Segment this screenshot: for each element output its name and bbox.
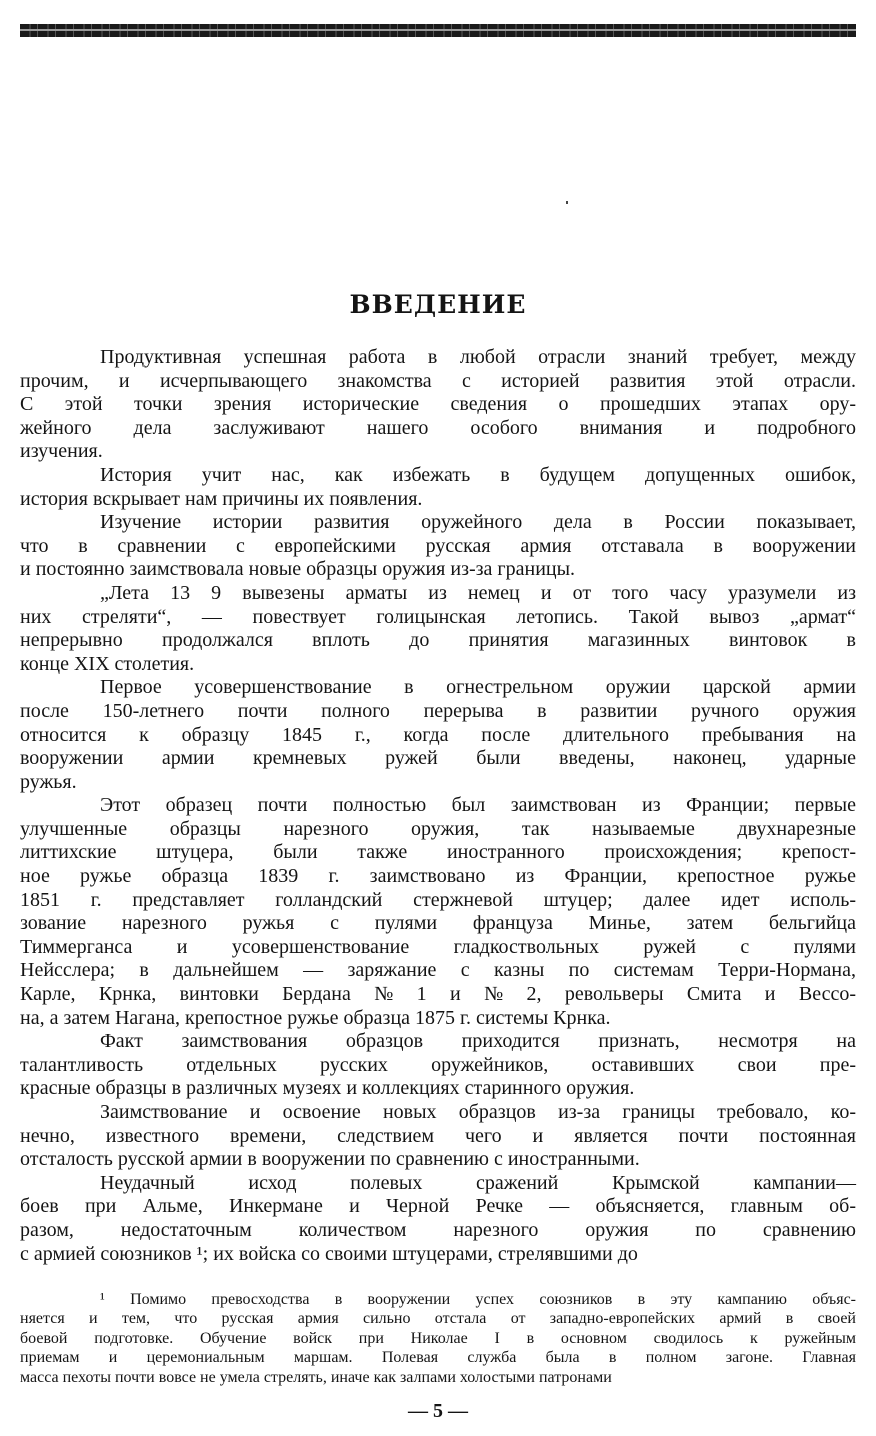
paragraph-line: 1851 г. представляет голландский стержневой штуцер; далее идет исполь- (20, 888, 856, 911)
paragraph-line: Первое усовершенствование в огнестрельном оружии царской армии (100, 676, 856, 699)
paragraph-line: Факт заимствования образцов приходится признать, несмотря на (100, 1030, 856, 1053)
paragraph-line: разом, недостаточным количеством нарезного оружия по сравнению (20, 1218, 856, 1241)
paragraph-line: боев при Альме, Инкермане и Черной Речке — объясняется, главным об- (20, 1195, 856, 1218)
paragraph-line: и постоянно заимствовала новые образцы оружия из-за границы. (20, 558, 576, 581)
footnote-line: масса пехоты почти вовсе не умела стрелять, иначе как залпами холостыми патронами (20, 1368, 612, 1386)
paragraph-line: Карле, Крнка, винтовки Бердана № 1 и № 2, револьверы Смита и Вессо- (20, 983, 856, 1006)
footnote-line: няется и тем, что русская армия сильно отстала от западно-европейских армий в своей (20, 1310, 856, 1328)
paragraph-line: С этой точки зрения исторические сведения о прошедших этапах ору- (20, 393, 856, 416)
paragraph-line: Заимствование и освоение новых образцов из-за границы требовало, ко- (100, 1101, 856, 1123)
main-text (20, 346, 856, 1266)
page-title: ВВЕДЕНИЕ (349, 290, 527, 319)
paragraph-line: относится к образцу 1845 г., когда после длительного пребывания на (20, 723, 856, 746)
paragraph-line: красные образцы в различных музеях и коллекциях старинного оружия. (20, 1077, 635, 1100)
header-decorative-rule (20, 24, 856, 37)
paragraph-line: конце XIX столетия. (20, 652, 195, 675)
paragraph-line: Тиммерганса и усовершенствование гладкоствольных ружей с пулями (20, 935, 856, 958)
footnote-line: ¹ Помимо превосходства в вооружении успех союзников в эту кампанию объяс- (100, 1291, 856, 1308)
paragraph-line: нечно, известного времени, следствием чего и является почти постоянная (20, 1124, 856, 1147)
paragraph-line: на, а затем Нагана, крепостное ружье образца 1875 г. системы Крнка. (20, 1006, 611, 1029)
paragraph-line: Неудачный исход полевых сражений Крымской кампании— (100, 1171, 856, 1194)
paragraph-line: что в сравнении с европейскими русская армия отставала в вооружении (20, 534, 856, 557)
paragraph-line: ное ружье образца 1839 г. заимствовано из Франции, крепостное ружье (20, 865, 856, 888)
paragraph-line: вооружении армии кремневых ружей были введены, наконец, ударные (20, 747, 856, 770)
paragraph-line: „Лета 13 9 вывезены арматы из немец и от того часу уразумели из (100, 581, 856, 604)
paragraph-line: с армией союзников ¹; их войска со своими штуцерами, стрелявшими до (20, 1242, 638, 1265)
footnotes (20, 1290, 856, 1387)
print-speck (566, 201, 568, 204)
paragraph-line: Этот образец почти полностью был заимствован из Франции; первые (100, 794, 856, 817)
paragraph-line: них стреляти“, — повествует голицынская летопись. Такой вывоз „армат“ (20, 605, 856, 628)
paragraph-line: изучения. (20, 440, 103, 463)
paragraph-line: история вскрывает нам причины их появления. (20, 487, 423, 510)
paragraph-line: Продуктивная успешная работа в любой отрасли знаний требует, между (100, 346, 856, 368)
paragraph-line: после 150-летнего почти полного перерыва в развитии ручного оружия (20, 699, 856, 722)
paragraph-line: непрерывно продолжался вплоть до принятия магазинных винтовок в (20, 629, 856, 652)
paragraph-line: улучшенные образцы нарезного оружия, так называемые двухнарезные (20, 817, 856, 840)
paragraph-line: История учит нас, как избежать в будущем допущенных ошибок, (100, 463, 856, 486)
paragraph-line: Нейсслера; в дальнейшем — заряжание с казны по системам Терри-Нормана, (20, 959, 856, 982)
paragraph-line: ружья. (20, 770, 77, 793)
paragraph-line: прочим, и исчерпывающего знакомства с историей развития этой отрасли. (20, 369, 856, 392)
paragraph-line: талантливость отдельных русских оружейников, оставивших свои пре- (20, 1053, 856, 1076)
footnote-line: приемам и церемониальным маршам. Полевая служба была в полном загоне. Главная (20, 1349, 856, 1367)
page-number: — 5 — (408, 1400, 468, 1422)
footnote-line: боевой подготовке. Обучение войск при Николае I в основном сводилось к ружейным (20, 1329, 856, 1347)
paragraph-line: жейного дела заслуживают нашего особого внимания и подробного (20, 416, 856, 439)
paragraph-line: зование нарезного ружья с пулями француза Минье, затем бельгийца (20, 912, 856, 935)
paragraph-line: отсталость русской армии в вооружении по сравнению с иностранными. (20, 1148, 640, 1171)
paragraph-line: Изучение истории развития оружейного дела в России показывает, (100, 511, 856, 534)
paragraph-line: литтихские штуцера, были также иностранного происхождения; крепост- (20, 841, 856, 864)
